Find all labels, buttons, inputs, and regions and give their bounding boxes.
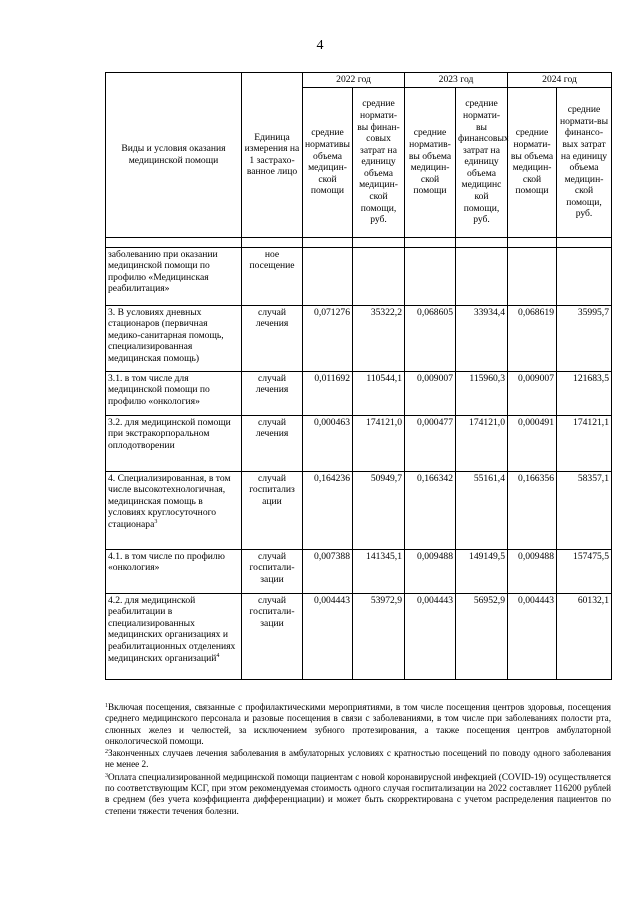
cost-2022: 53972,9 bbox=[353, 593, 405, 679]
cost-2023: 56952,9 bbox=[456, 593, 508, 679]
header-volume: средние норматив-вы объема медицин-ской помощи bbox=[405, 87, 456, 237]
cost-2022: 141345,1 bbox=[353, 549, 405, 593]
normatives-table bbox=[105, 72, 612, 680]
volume-2022 bbox=[303, 247, 353, 305]
footnote-text: Законченных случаев лечения заболевания в амбулаторных условиях с кратностью посещений по поводу одного заболевания не менее 2. bbox=[105, 748, 611, 770]
page-number: 4 bbox=[316, 38, 324, 53]
cost-2024: 60132,1 bbox=[557, 593, 612, 679]
row-name: 4.2. для медицинской реабилитации в специализированных медицинских организациях и реабилитационных отделениях медицинских организаций$^4$ bbox=[106, 593, 242, 679]
cost-2023: 55161,4 bbox=[456, 471, 508, 549]
footnote-mark: 2 bbox=[105, 749, 108, 756]
volume-2023: 0,004443 bbox=[405, 593, 456, 679]
volume-2024: 0,009488 bbox=[508, 549, 557, 593]
footnote-ref: 3 bbox=[154, 518, 158, 525]
cost-2024 bbox=[557, 247, 612, 305]
volume-2022: 0,000463 bbox=[303, 415, 353, 471]
row-name: 3.1. в том числе для медицинской помощи по профилю «онкология» bbox=[106, 371, 242, 415]
volume-2023 bbox=[405, 247, 456, 305]
row-name: заболеванию при оказании медицинской помощи по профилю «Медицинская реабилитация» bbox=[106, 247, 242, 305]
footnote-text: Оплата специализированной медицинской помощи пациентам с новой коронавирусной инфекцией (COVID-19) осуществляется по соответствующим КСГ, при этом рекомендуемая стоимость одного случая госпитализации на 2022 составляет 116200 рублей в среднем (без учета коэффициента дифференциации) и может быть скорректирована с учетом распределения пациентов по степени тяжести течения болезни. bbox=[105, 771, 611, 816]
volume-2024: 0,000491 bbox=[508, 415, 557, 471]
cost-2022 bbox=[353, 247, 405, 305]
footnotes bbox=[105, 701, 611, 817]
cost-2023 bbox=[456, 247, 508, 305]
table-row bbox=[106, 549, 612, 593]
volume-2023: 0,166342 bbox=[405, 471, 456, 549]
cost-2023: 174121,0 bbox=[456, 415, 508, 471]
header-cost: средние нормати-вы финансовых затрат на единицу объема медицинс кой помощи, руб. bbox=[456, 87, 508, 237]
cost-2023: 149149,5 bbox=[456, 549, 508, 593]
header-year: 2023 год bbox=[405, 73, 508, 88]
row-unit: случай госпитализ ации bbox=[242, 471, 303, 549]
volume-2022: 0,007388 bbox=[303, 549, 353, 593]
cost-2024: 157475,5 bbox=[557, 549, 612, 593]
volume-2022: 0,164236 bbox=[303, 471, 353, 549]
row-name: 4.1. в том числе по профилю «онкология» bbox=[106, 549, 242, 593]
row-unit: случай лечения bbox=[242, 415, 303, 471]
table-row bbox=[106, 371, 612, 415]
footnote-ref: 4 bbox=[216, 652, 220, 659]
volume-2024: 0,009007 bbox=[508, 371, 557, 415]
cost-2023: 33934,4 bbox=[456, 305, 508, 371]
row-unit: случай лечения bbox=[242, 305, 303, 371]
volume-2024: 0,004443 bbox=[508, 593, 557, 679]
row-unit: ное посещение bbox=[242, 247, 303, 305]
footnote-mark: 3 bbox=[105, 772, 108, 779]
header-cost: средние нормати-вы финансо-вых затрат на единицу объема медицин-ской помощи, руб. bbox=[557, 87, 612, 237]
row-name: 3. В условиях дневных стационаров (первичная медико-санитарная помощь, специализированная медицинская помощь) bbox=[106, 305, 242, 371]
footnote-text: Включая посещения, связанные с профилактическими мероприятиями, в том числе посещения центров здоровья, посещения среднего медицинского персонала и разовые посещения в связи с заболеваниями, в том числе при заболеваниях полости рта, слюнных желез и челюстей, за исключением зубного протезирования, а также посещения центров амбулаторной онкологической помощи. bbox=[105, 702, 611, 746]
header-volume: средние нормативы объема медицин-ской помощи bbox=[303, 87, 353, 237]
cost-2024: 35995,7 bbox=[557, 305, 612, 371]
header-unit: Единица измерения на 1 застрахо-ванное лицо bbox=[242, 73, 303, 238]
volume-2023: 0,009007 bbox=[405, 371, 456, 415]
cost-2024: 58357,1 bbox=[557, 471, 612, 549]
footnote bbox=[105, 747, 611, 771]
cost-2022: 110544,1 bbox=[353, 371, 405, 415]
footnote bbox=[105, 701, 611, 747]
header-spacer-row bbox=[106, 237, 612, 247]
volume-2022: 0,071276 bbox=[303, 305, 353, 371]
table-row bbox=[106, 593, 612, 679]
volume-2023: 0,009488 bbox=[405, 549, 456, 593]
row-unit: случай госпитали-зации bbox=[242, 549, 303, 593]
table-row bbox=[106, 415, 612, 471]
cost-2024: 121683,5 bbox=[557, 371, 612, 415]
volume-2024 bbox=[508, 247, 557, 305]
volume-2024: 0,166356 bbox=[508, 471, 557, 549]
cost-2022: 35322,2 bbox=[353, 305, 405, 371]
footnote bbox=[105, 771, 611, 817]
header-year: 2024 год bbox=[508, 73, 612, 88]
volume-2023: 0,068605 bbox=[405, 305, 456, 371]
row-unit: случай лечения bbox=[242, 371, 303, 415]
header-volume: средние нормати-вы объема медицин-ской помощи bbox=[508, 87, 557, 237]
header-cost: средние нормати-вы финан-совых затрат на единицу объема медицин-ской помощи, руб. bbox=[353, 87, 405, 237]
cost-2022: 50949,7 bbox=[353, 471, 405, 549]
table-row bbox=[106, 471, 612, 549]
header-year: 2022 год bbox=[303, 73, 405, 88]
table-row bbox=[106, 247, 612, 305]
footnote-mark: 1 bbox=[105, 703, 108, 709]
row-name: 3.2. для медицинской помощи при экстракорпоральном оплодотворении bbox=[106, 415, 242, 471]
row-name: 4. Специализированная, в том числе высокотехнологичная, медицинская помощь в условиях круглосуточного стационара$^3$ bbox=[106, 471, 242, 549]
volume-2024: 0,068619 bbox=[508, 305, 557, 371]
volume-2022: 0,004443 bbox=[303, 593, 353, 679]
row-unit: случай госпитали-зации bbox=[242, 593, 303, 679]
cost-2023: 115960,3 bbox=[456, 371, 508, 415]
table-row bbox=[106, 305, 612, 371]
volume-2023: 0,000477 bbox=[405, 415, 456, 471]
cost-2024: 174121,1 bbox=[557, 415, 612, 471]
header-types: Виды и условия оказания медицинской помощи bbox=[106, 73, 242, 238]
volume-2022: 0,011692 bbox=[303, 371, 353, 415]
cost-2022: 174121,0 bbox=[353, 415, 405, 471]
